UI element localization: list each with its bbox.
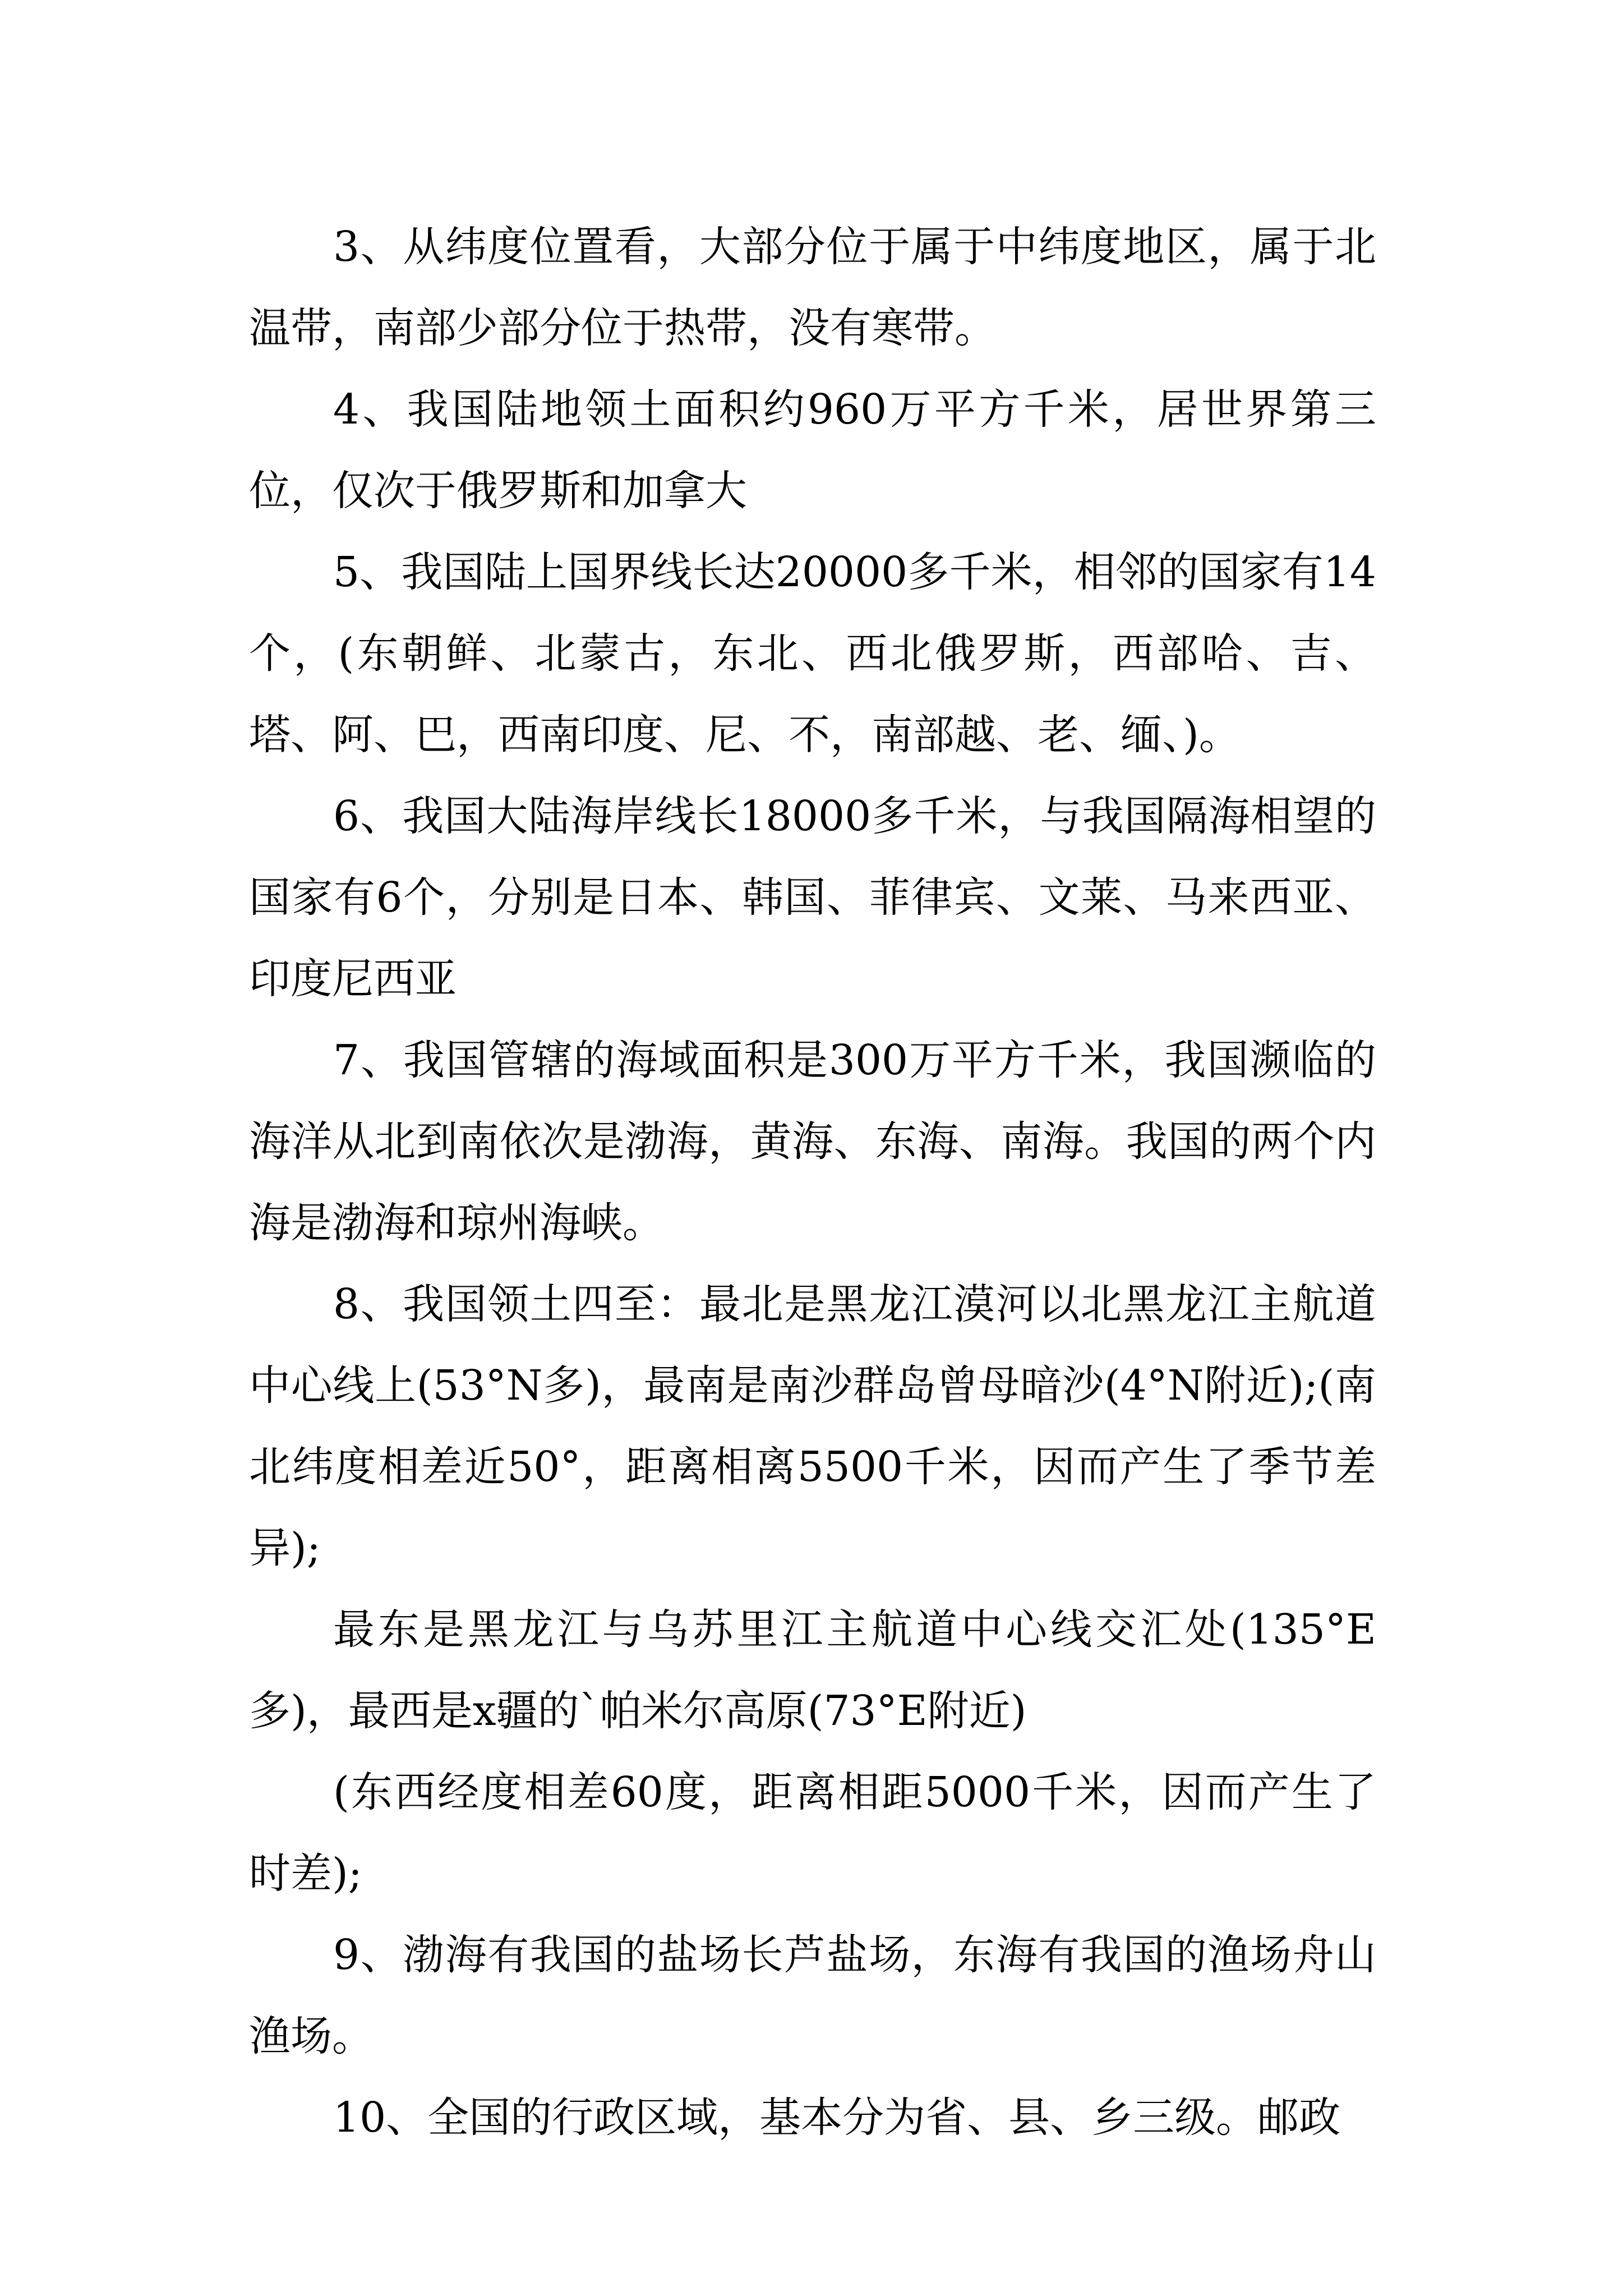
paragraph-9: 9、渤海有我国的盐场长芦盐场，东海有我国的渔场舟山渔场。 <box>249 1931 1376 2060</box>
paragraph-3: 3、从纬度位置看，大部分位于属于中纬度地区，属于北温带，南部少部分位于热带，没有寒带。 <box>249 223 1376 352</box>
paragraph-4: 4、我国陆地领土面积约960万平方千米，居世界第三位，仅次于俄罗斯和加拿大 <box>249 385 1376 515</box>
paragraph-8-east-west: 最东是黑龙江与乌苏里江主航道中心线交汇处(135°E多)，最西是x疆的`帕米尔高原(73°E附近) <box>249 1605 1376 1735</box>
document-body <box>249 206 1376 2159</box>
paragraph-8: 8、我国领土四至：最北是黑龙江漠河以北黑龙江主航道中心线上(53°N多)，最南是南沙群岛曾母暗沙(4°N附近);(南北纬度相差近50°，距离相离5500千米，因而产生了季节差异); <box>249 1280 1376 1572</box>
paragraph-10: 10、全国的行政区域，基本分为省、县、乡三级。邮政 <box>333 2093 1341 2142</box>
paragraph-7: 7、我国管辖的海域面积是300万平方千米，我国濒临的海洋从北到南依次是渤海，黄海、东海、南海。我国的两个内海是渤海和琼州海峡。 <box>249 1036 1376 1247</box>
paragraph-5: 5、我国陆上国界线长达20000多千米，相邻的国家有14个，(东朝鲜、北蒙古，东北、西北俄罗斯，西部哈、吉、塔、阿、巴，西南印度、尼、不，南部越、老、缅、)。 <box>249 548 1376 759</box>
paragraph-8-time-difference: (东西经度相差60度，距离相距5000千米，因而产生了时差); <box>249 1768 1376 1898</box>
paragraph-6: 6、我国大陆海岸线长18000多千米，与我国隔海相望的国家有6个，分别是日本、韩国、菲律宾、文莱、马来西亚、印度尼西亚 <box>249 792 1376 1003</box>
